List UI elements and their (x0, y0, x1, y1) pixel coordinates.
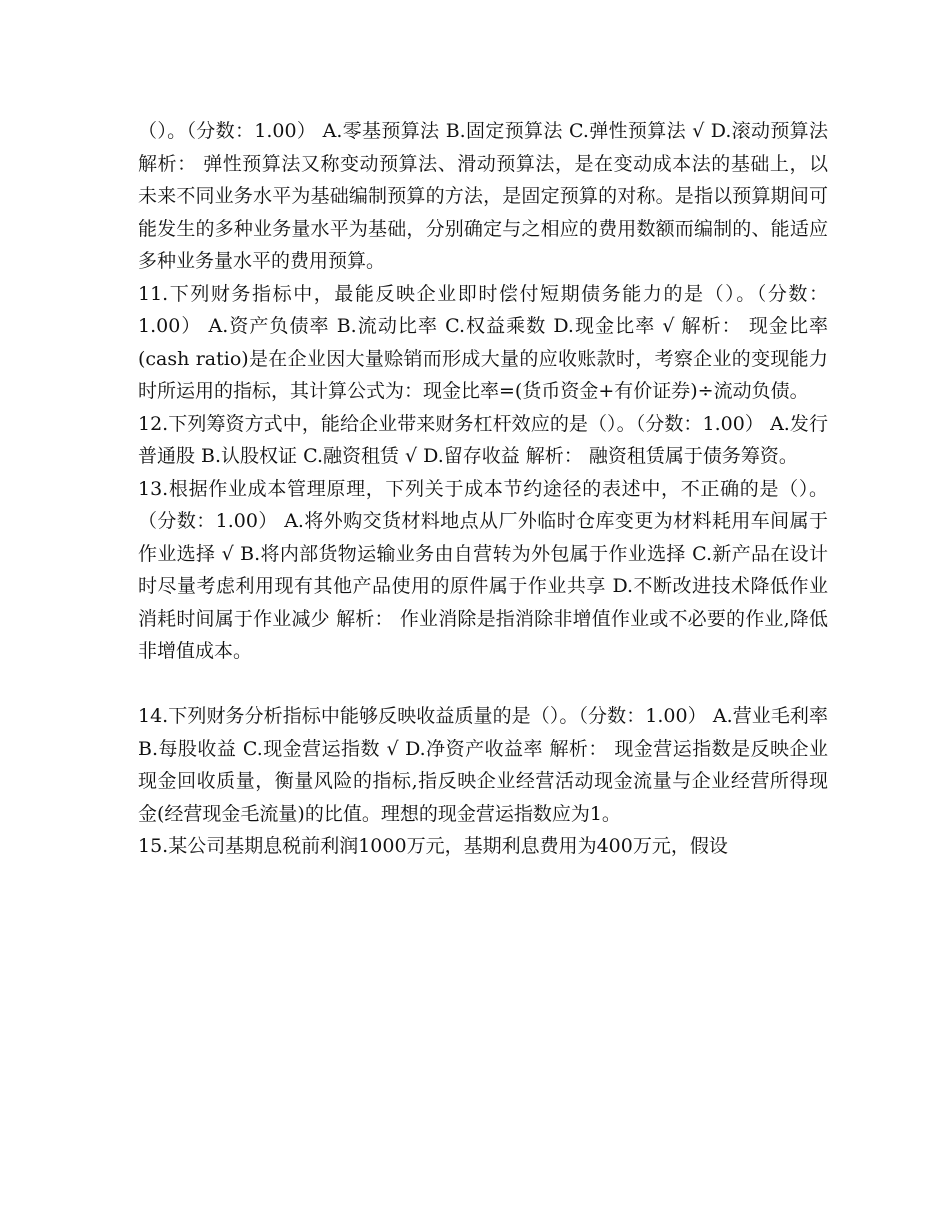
paragraph-q12: 12.下列筹资方式中，能给企业带来财务杠杆效应的是（）。（分数：1.00） A.发行普通股 B.认股权证 C.融资租赁 √ D.留存收益 解析： 融资租赁属于债务筹资。 (138, 412, 828, 467)
paragraph-q14: 14.下列财务分析指标中能够反映收益质量的是（）。（分数：1.00） A.营业毛利率 B.每股收益 C.现金营运指数 √ D.净资产收益率 解析： 现金营运指数是反映企业现金回收质量，衡量风险的指标,指反映企业经营活动现金流量与企业经营所得现金(经营现金毛流量)的比值。理想的现金营运指数应为1。 (138, 705, 828, 825)
document-page (138, 115, 828, 863)
paragraph-q11: 11.下列财务指标中，最能反映企业即时偿付短期债务能力的是（）。（分数：1.00） A.资产负债率 B.流动比率 C.权益乘数 D.现金比率 √ 解析： 现金比率(cash ratio)是在企业因大量赊销而形成大量的应收账款时，考察企业的变现能力时所运用的指标，其计算公式为：现金比率=(货币资金+有价证券)÷流动负债。 (138, 282, 828, 402)
paragraph-q15: 15.某公司基期息税前利润1000万元，基期利息费用为400万元，假设 (138, 835, 728, 857)
paragraph-q13: 13.根据作业成本管理原理，下列关于成本节约途径的表述中，不正确的是（）。（分数：1.00） A.将外购交货材料地点从厂外临时仓库变更为材料耗用车间属于作业选择 √ B.将内部货物运输业务由自营转为外包属于作业选择 C.新产品在设计时尽量考虑利用现有其他产品使用的原件属于作业共享 D.不断改进技术降低作业消耗时间属于作业减少 解析： 作业消除是指消除非增值作业或不必要的作业,降低非增值成本。 (138, 477, 828, 662)
paragraph-q10-answer: （）。（分数：1.00） A.零基预算法 B.固定预算法 C.弹性预算法 √ D.滚动预算法 解析： 弹性预算法又称变动预算法、滑动预算法，是在变动成本法的基础上，以未来不同业务水平为基础编制预算的方法，是固定预算的对称。是指以预算期间可能发生的多种业务量水平为基础，分别确定与之相应的费用数额而编制的、能适应多种业务量水平的费用预算。 (138, 120, 828, 272)
paragraph-spacer (138, 668, 828, 701)
